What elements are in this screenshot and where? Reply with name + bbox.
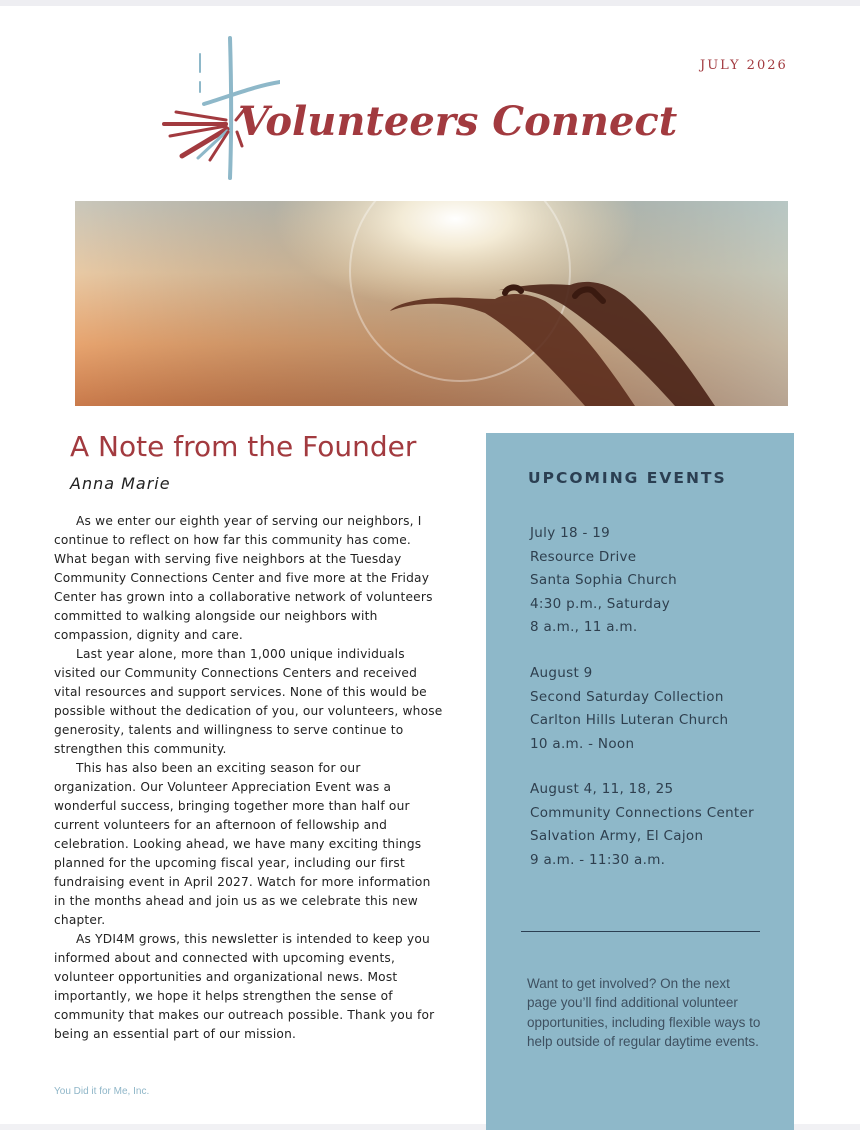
issue-date: JULY 2026 <box>700 58 788 73</box>
hero-image <box>75 201 788 406</box>
article-body <box>54 512 446 1044</box>
article-paragraph: This has also been an exciting season for our organization. Our Volunteer Appreciation Event was a wonderful success, bringing together more than half our current volunteers for an afternoon of fellowship and celebration. Looking ahead, we have many exciting things planned for the upcoming fiscal year, including our first fundraising event in April 2027. Watch for more information in the months ahead and join us as we celebrate this new chapter. <box>54 761 431 927</box>
sidebar-divider <box>521 931 760 932</box>
event-line: 10 a.m. - Noon <box>530 735 635 752</box>
event-line: Second Saturday Collection <box>530 688 724 705</box>
event-item <box>530 662 728 756</box>
newsletter-page <box>0 6 860 1124</box>
event-line: Santa Sophia Church <box>530 572 677 588</box>
logo-wordmark: Volunteers Connect <box>238 98 678 145</box>
event-line: Carlton Hills Luteran Church <box>530 712 729 728</box>
event-line: 9 a.m. - 11:30 a.m. <box>530 851 666 868</box>
event-line: Resource Drive <box>530 548 637 565</box>
article-paragraph: As we enter our eighth year of serving our neighbors, I continue to reflect on how far this community has come. What began with serving five neighbors at the Tuesday Community Connections Center and five more at the Friday Center has grown into a collaborative network of volunteers committed to walking alongside our neighbors with compassion, dignity and care. <box>54 514 433 642</box>
article-paragraph: Last year alone, more than 1,000 unique individuals visited our Community Connections Centers and received vital resources and support services. None of this would be possible without the dedication of you, our volunteers, whose generosity, talents and willingness to serve continue to strengthen this community. <box>54 647 443 756</box>
footer-org-name: You Did it for Me, Inc. <box>54 1086 150 1097</box>
event-line: August 4, 11, 18, 25 <box>530 781 674 797</box>
event-line: 8 a.m., 11 a.m. <box>530 619 638 635</box>
event-item <box>530 778 754 872</box>
event-item <box>530 522 677 640</box>
sidebar-heading: UPCOMING EVENTS <box>528 469 727 487</box>
event-line: Community Connections Center <box>530 804 754 821</box>
article-author: Anna Marie <box>70 474 171 493</box>
upcoming-events-sidebar <box>486 433 794 1130</box>
article-title: A Note from the Founder <box>70 430 417 463</box>
event-line: 4:30 p.m., Saturday <box>530 595 671 612</box>
article-paragraph: As YDI4M grows, this newsletter is intended to keep you informed about and connected with upcoming events, volunteer opportunities and organizational news. Most importantly, we hope it helps strengthen the sense of community that makes our outreach possible. Thank you for being an essential part of our mission. <box>54 932 435 1041</box>
event-line: August 9 <box>530 665 593 681</box>
event-line: Salvation Army, El Cajon <box>530 828 704 844</box>
hands-sunset-photo <box>75 201 788 406</box>
get-involved-text: Want to get involved? On the next page you’ll find additional volunteer opportunities, including flexible ways to help outside of regular daytime events. <box>527 976 761 1049</box>
event-line: July 18 - 19 <box>530 525 610 541</box>
